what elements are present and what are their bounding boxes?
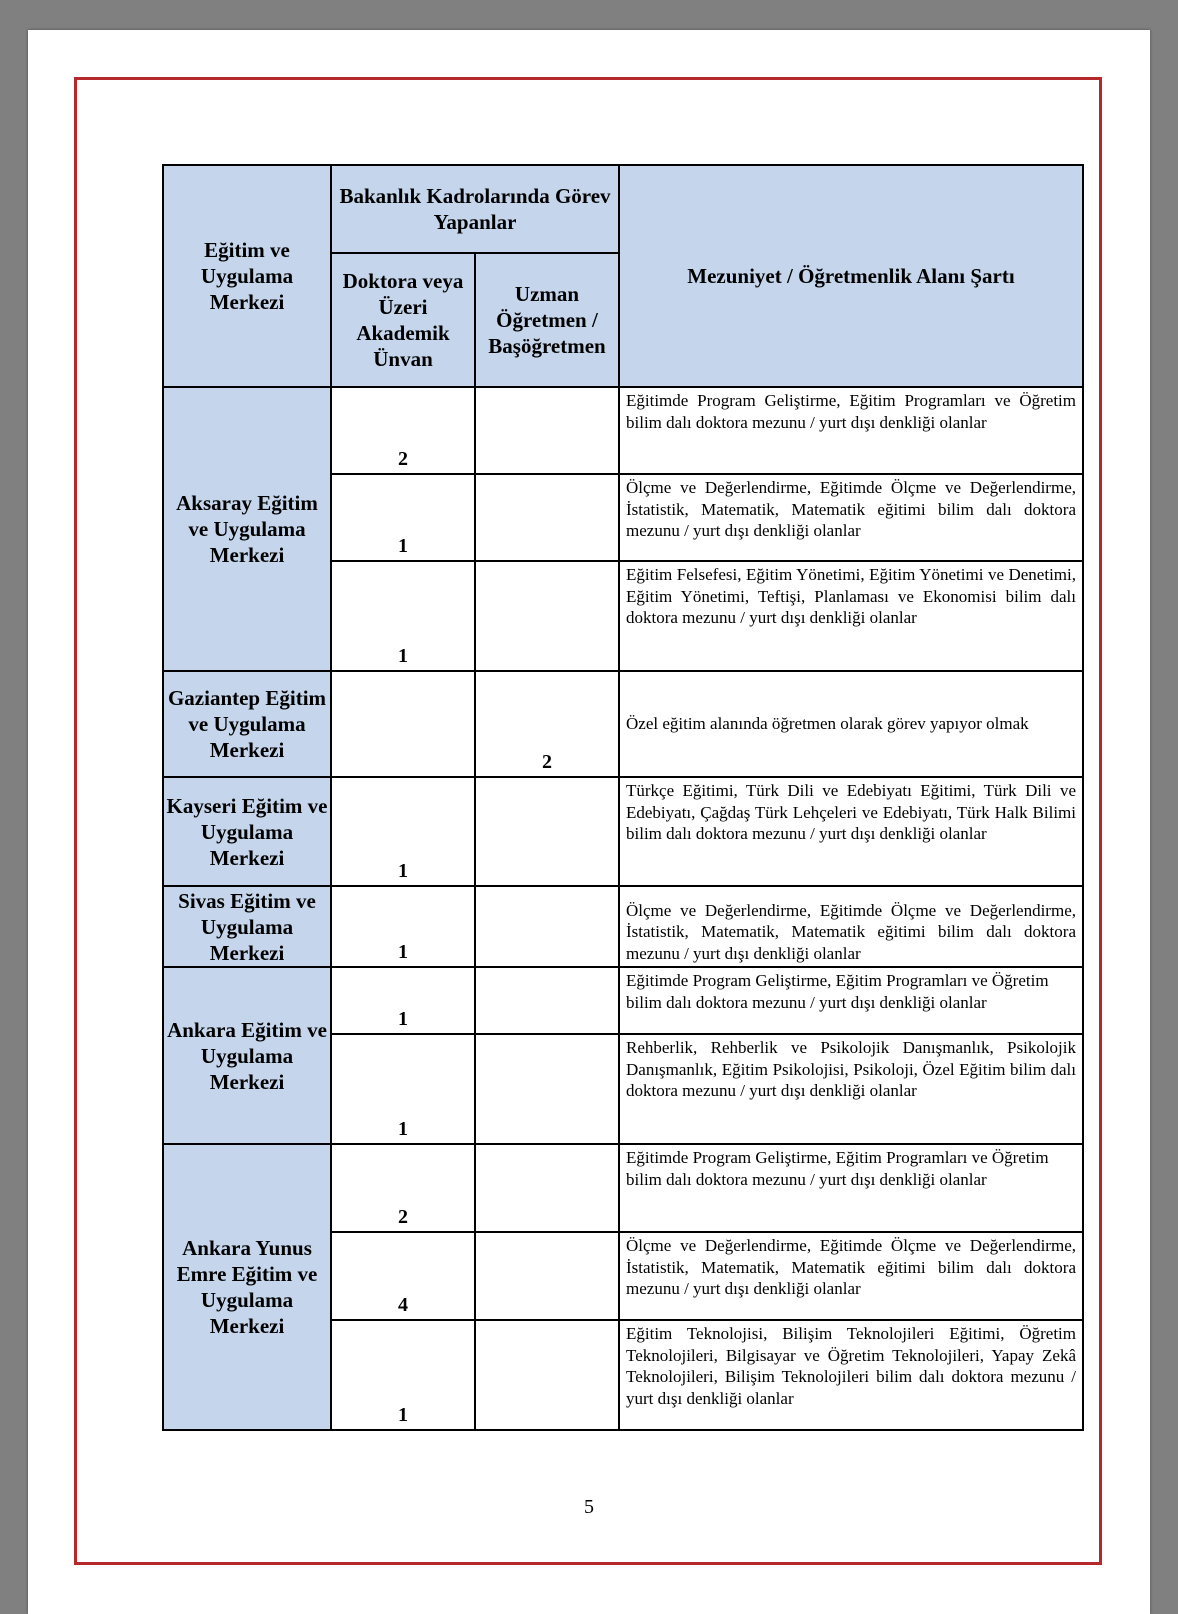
center-name: Ankara Yunus Emre Eğitim ve Uygulama Merkezi: [163, 1144, 331, 1430]
expert-count: 2: [475, 671, 619, 777]
header-expert: Uzman Öğretmen / Başöğretmen: [475, 253, 619, 387]
table-row: [163, 777, 1083, 886]
expert-count: [475, 1034, 619, 1144]
doctorate-count: 1: [331, 886, 475, 967]
requirement-text: Eğitim Teknolojisi, Bilişim Teknolojileri Eğitimi, Öğretim Teknolojileri, Bilgisayar ve Öğretim Teknolojileri, Yapay Zekâ Teknolojileri, Bilişim Teknolojileri bilim dalı doktora mezunu / yurt dışı denkliği olanlar: [619, 1320, 1083, 1430]
expert-count: [475, 561, 619, 671]
expert-count: [475, 387, 619, 474]
positions-table: [162, 164, 1084, 1431]
doctorate-count: 1: [331, 561, 475, 671]
table-row: [163, 387, 1083, 474]
expert-count: [475, 1320, 619, 1430]
requirement-text: Eğitim Felsefesi, Eğitim Yönetimi, Eğitim Yönetimi ve Denetimi, Eğitim Yönetimi, Teftişi, Planlaması ve Ekonomisi bilim dalı doktora mezunu / yurt dışı denkliği olanlar: [619, 561, 1083, 671]
doctorate-count: 1: [331, 1034, 475, 1144]
center-name: Kayseri Eğitim ve Uygulama Merkezi: [163, 777, 331, 886]
doctorate-count: 1: [331, 1320, 475, 1430]
table-row: [163, 886, 1083, 967]
center-name: Gaziantep Eğitim ve Uygulama Merkezi: [163, 671, 331, 777]
doctorate-count: 4: [331, 1232, 475, 1320]
expert-count: [475, 886, 619, 967]
expert-count: [475, 474, 619, 561]
page-number: 5: [584, 1496, 594, 1518]
table-row: [163, 1144, 1083, 1232]
doctorate-count: 2: [331, 387, 475, 474]
header-requirement: Mezuniyet / Öğretmenlik Alanı Şartı: [619, 165, 1083, 387]
table-row: [163, 967, 1083, 1034]
requirement-text: Ölçme ve Değerlendirme, Eğitimde Ölçme ve Değerlendirme, İstatistik, Matematik, Matematik eğitimi bilim dalı doktora mezunu / yurt dışı denkliği olanlar: [619, 886, 1083, 967]
header-group: Bakanlık Kadrolarında Görev Yapanlar: [331, 165, 619, 253]
expert-count: [475, 777, 619, 886]
doctorate-count: 1: [331, 474, 475, 561]
requirement-text: Türkçe Eğitimi, Türk Dili ve Edebiyatı Eğitimi, Türk Dili ve Edebiyatı, Çağdaş Türk Lehçeleri ve Edebiyatı, Türk Halk Bilimi bilim dalı doktora mezunu / yurt dışı denkliği olanlar: [619, 777, 1083, 886]
center-name: Sivas Eğitim ve Uygulama Merkezi: [163, 886, 331, 967]
doctorate-count: 1: [331, 777, 475, 886]
expert-count: [475, 967, 619, 1034]
expert-count: [475, 1144, 619, 1232]
requirement-text: Özel eğitim alanında öğretmen olarak görev yapıyor olmak: [619, 671, 1083, 777]
requirement-text: Eğitimde Program Geliştirme, Eğitim Programları ve Öğretim bilim dalı doktora mezunu / yurt dışı denkliği olanlar: [619, 387, 1083, 474]
requirement-text: Eğitimde Program Geliştirme, Eğitim Programları ve Öğretim bilim dalı doktora mezunu / yurt dışı denkliği olanlar: [619, 1144, 1083, 1232]
header-doctorate: Doktora veya Üzeri Akademik Ünvan: [331, 253, 475, 387]
center-name: Ankara Eğitim ve Uygulama Merkezi: [163, 967, 331, 1144]
requirement-text: Ölçme ve Değerlendirme, Eğitimde Ölçme ve Değerlendirme, İstatistik, Matematik, Matematik eğitimi bilim dalı doktora mezunu / yurt dışı denkliği olanlar: [619, 474, 1083, 561]
requirement-text: Rehberlik, Rehberlik ve Psikolojik Danışmanlık, Psikolojik Danışmanlık, Eğitim Psikolojisi, Psikoloji, Özel Eğitim bilim dalı doktora mezunu / yurt dışı denkliği olanlar: [619, 1034, 1083, 1144]
doctorate-count: [331, 671, 475, 777]
requirement-text: Eğitimde Program Geliştirme, Eğitim Programları ve Öğretim bilim dalı doktora mezunu / yurt dışı denkliği olanlar: [619, 967, 1083, 1034]
doctorate-count: 2: [331, 1144, 475, 1232]
expert-count: [475, 1232, 619, 1320]
doctorate-count: 1: [331, 967, 475, 1034]
center-name: Aksaray Eğitim ve Uygulama Merkezi: [163, 387, 331, 671]
requirement-text: Ölçme ve Değerlendirme, Eğitimde Ölçme ve Değerlendirme, İstatistik, Matematik, Matematik eğitimi bilim dalı doktora mezunu / yurt dışı denkliği olanlar: [619, 1232, 1083, 1320]
table-row: [163, 671, 1083, 777]
header-center: Eğitim ve Uygulama Merkezi: [163, 165, 331, 387]
